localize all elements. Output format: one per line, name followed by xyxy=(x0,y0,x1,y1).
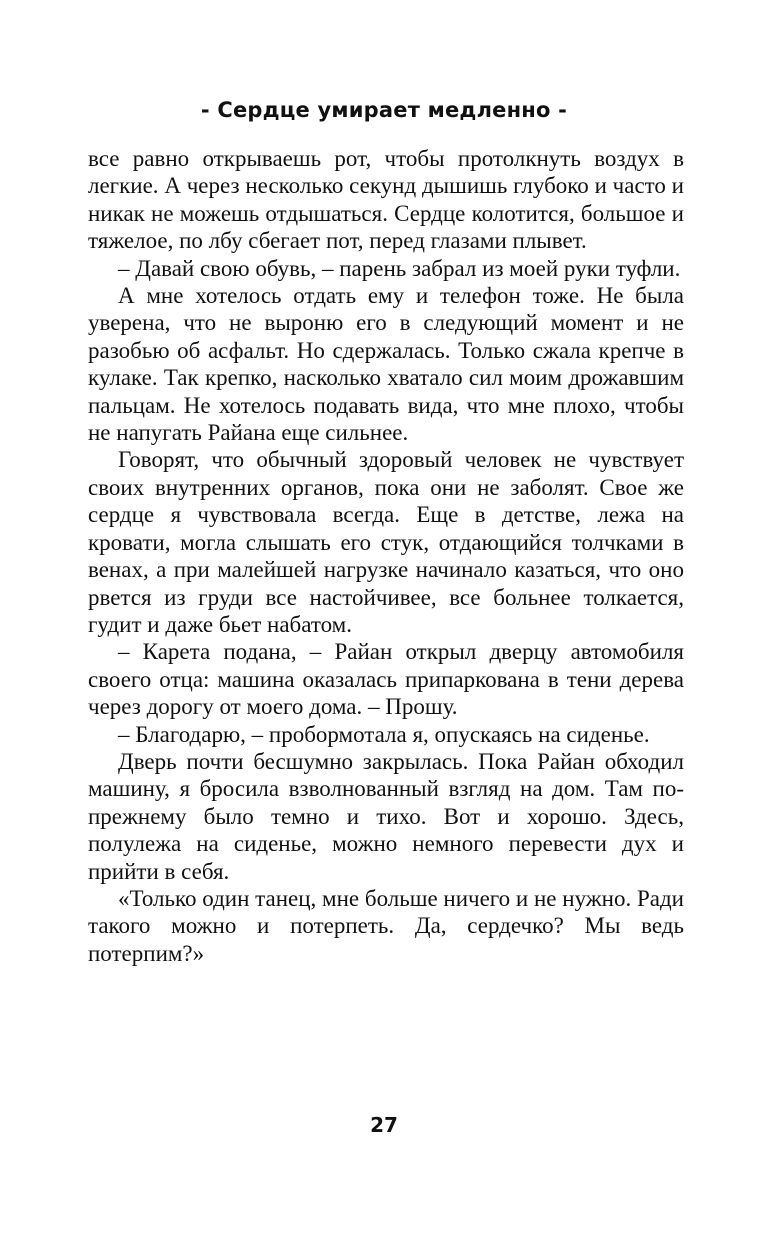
paragraph-dialogue: – Благодарю, – пробормотала я, опускаясь на сиденье. xyxy=(118,721,650,747)
paragraph: Дверь почти бесшумно закрылась. Пока Райан обходил машину, я бросила взволнованный взгляд на дом. Там по-прежнему было темно и тихо. Вот и хорошо. Здесь, полулежа на сиденье, можно немного перевести дух и прийти в себя. xyxy=(88,748,684,884)
page-number: 27 xyxy=(370,1113,398,1137)
paragraph-continued: все равно открываешь рот, чтобы протолкнуть воздух в легкие. А через несколько секунд дышишь глубоко и часто и никак не можешь отдышаться. Сердце колотится, большое и тяжелое, по лбу сбегает пот, перед глазами плывет. xyxy=(88,146,684,254)
running-head-title: - Сердце умирает медленно - xyxy=(200,98,568,122)
paragraph-quote: «Только один танец, мне больше ничего и не нужно. Ради такого можно и потерпеть. Да, сердечко? Мы ведь потерпим?» xyxy=(88,885,684,966)
paragraph-dialogue: – Давай свою обувь, – парень забрал из моей руки туфли. xyxy=(118,255,681,281)
paragraph: А мне хотелось отдать ему и телефон тоже. Не была уверена, что не выроню его в следующий момент и не разобью об асфальт. Но сдержалась. Только сжала крепче в кулаке. Так крепко, насколько хватало сил моим дрожавшим пальцам. Не хотелось подавать вида, что мне плохо, чтобы не напугать Райана еще сильнее. xyxy=(88,283,684,446)
body-text xyxy=(88,145,684,967)
paragraph: Говорят, что обычный здоровый человек не чувствует своих внутренних органов, пока они не заболят. Свое же сердце я чувствовала всегда. Еще в детстве, лежа на кровати, могла слышать его стук, отдающийся толчками в венах, а при малейшей нагрузке начинало казаться, что оно рвется из груди все настойчивее, все больнее толкается, гудит и даже бьет набатом. xyxy=(88,447,684,637)
paragraph-dialogue: – Карета подана, – Райан открыл дверцу автомобиля своего отца: машина оказалась припаркована в тени дерева через дорогу от моего дома. – Прошу. xyxy=(88,639,684,720)
